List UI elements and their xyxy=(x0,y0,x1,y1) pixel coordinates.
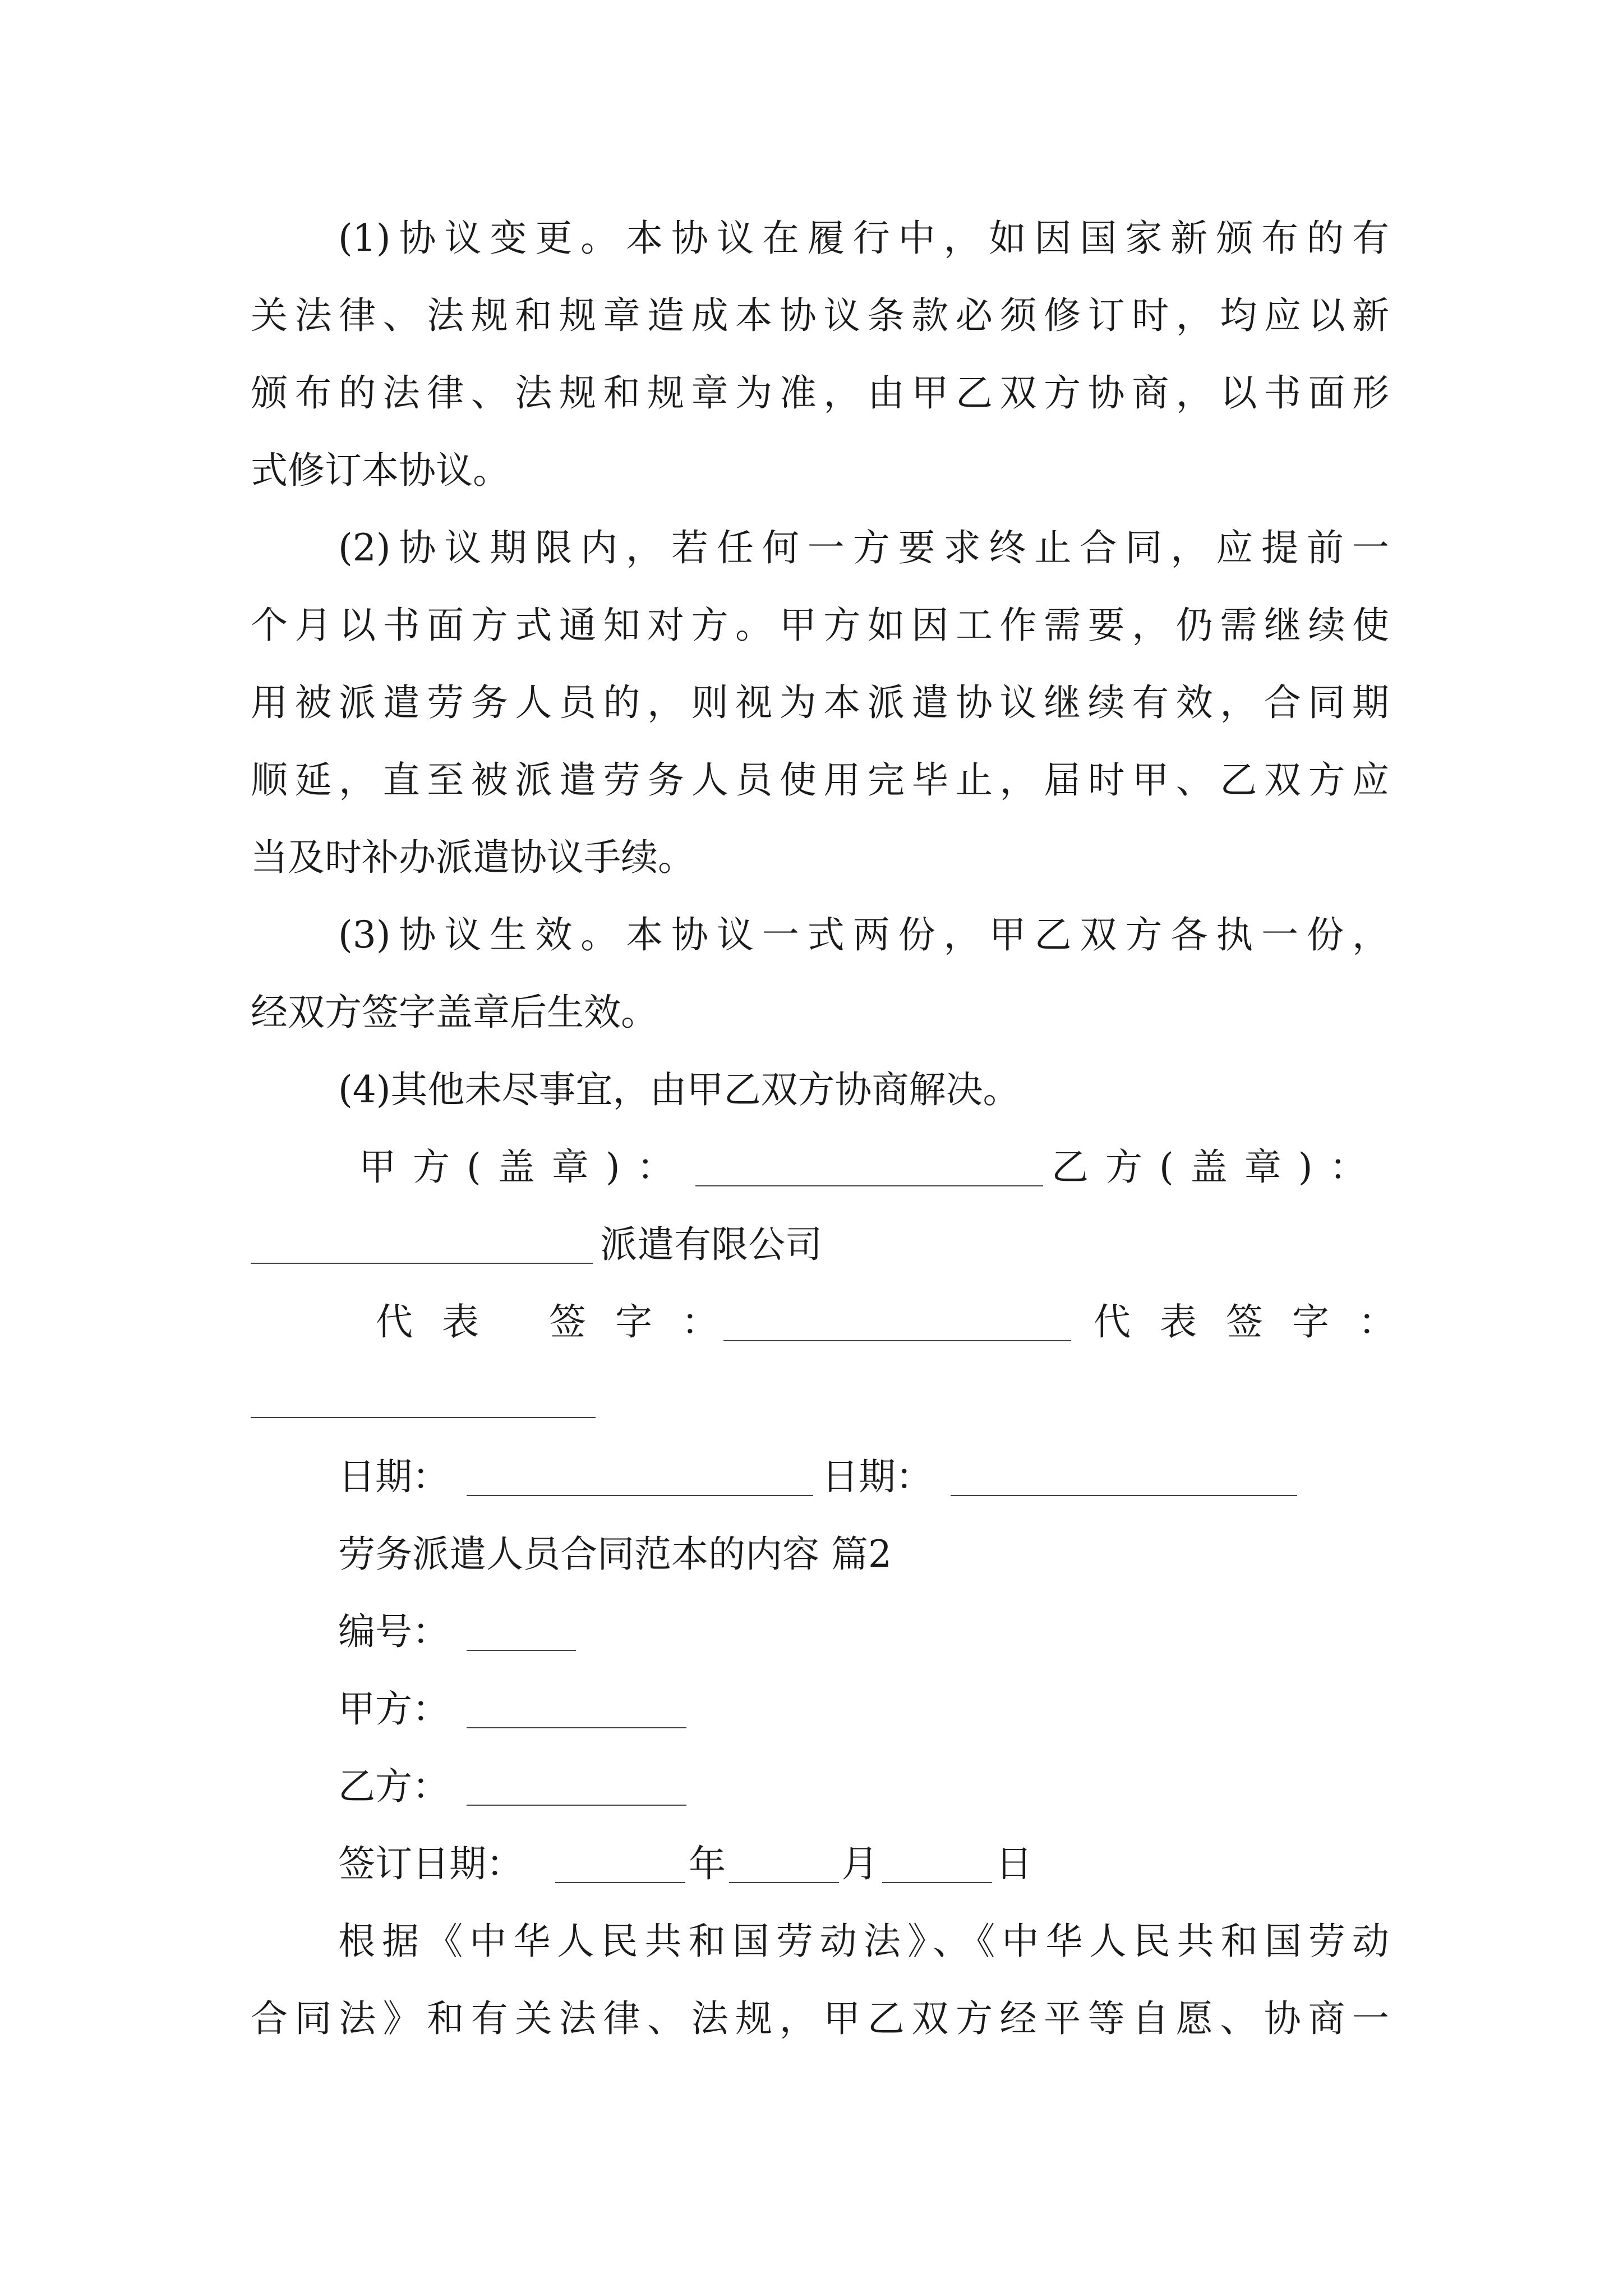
rep-sign-a-label: 代表 签字： xyxy=(376,1300,748,1343)
day-blank xyxy=(882,1843,992,1883)
party-a-label: 甲方： xyxy=(338,1687,449,1731)
party-b-label: 乙方： xyxy=(338,1765,449,1808)
rep-sign-b-blank xyxy=(251,1378,596,1418)
month-label: 月 xyxy=(841,1842,878,1885)
month-blank xyxy=(729,1843,839,1883)
paragraph-line: 个月以书面方式通知对方。甲方如因工作需要，仍需继续使 xyxy=(251,604,1389,647)
rep-sign-b-label: 代表签字： xyxy=(1094,1300,1424,1343)
date-b-label: 日期： xyxy=(822,1455,933,1498)
party-a-seal-blank xyxy=(695,1146,1043,1186)
party-a-seal-label: 甲方(盖章)： xyxy=(359,1145,691,1189)
year-label: 年 xyxy=(689,1842,726,1885)
paragraph-line: 用被派遣劳务人员的，则视为本派遣协议继续有效，合同期 xyxy=(251,681,1389,724)
date-b-blank xyxy=(951,1456,1297,1496)
paragraph-line: 颁布的法律、法规和规章为准，由甲乙双方协商，以书面形 xyxy=(251,371,1389,415)
date-a-blank xyxy=(467,1456,813,1496)
day-label: 日 xyxy=(995,1842,1032,1885)
paragraph-line: 根据《中华人民共和国劳动法》、《中华人民共和国劳动 xyxy=(338,1920,1389,1963)
paragraph-line: 经双方签字盖章后生效。 xyxy=(251,991,658,1034)
paragraph-line: (1)协议变更。本协议在履行中，如因国家新颁布的有 xyxy=(338,217,1389,260)
paragraph-line: 关法律、法规和规章造成本协议条款必须修订时，均应以新 xyxy=(251,294,1389,337)
company-name: 派遣有限公司 xyxy=(600,1223,822,1266)
rep-sign-a-blank xyxy=(723,1301,1071,1341)
sign-date-label: 签订日期： xyxy=(338,1842,523,1885)
party-b-seal-label: 乙方(盖章)： xyxy=(1052,1145,1384,1189)
section-heading: 劳务派遣人员合同范本的内容 篇2 xyxy=(338,1533,892,1576)
paragraph-line: (4)其他未尽事宜，由甲乙双方协商解决。 xyxy=(338,1068,1020,1111)
number-label: 编号： xyxy=(338,1610,449,1653)
party-b-blank xyxy=(467,1765,686,1806)
party-a-blank xyxy=(467,1688,686,1728)
paragraph-line: (3)协议生效。本协议一式两份，甲乙双方各执一份， xyxy=(338,913,1389,956)
date-a-label: 日期： xyxy=(338,1455,449,1498)
paragraph-line: 式修订本协议。 xyxy=(251,449,510,492)
paragraph-line: 顺延，直至被派遣劳务人员使用完毕止，届时甲、乙双方应 xyxy=(251,758,1389,802)
paragraph-line: 当及时补办派遣协议手续。 xyxy=(251,836,695,879)
paragraph-line: 合同法》和有关法律、法规，甲乙双方经平等自愿、协商一 xyxy=(251,1997,1389,2040)
year-blank xyxy=(555,1843,685,1883)
company-name-blank xyxy=(251,1223,593,1264)
number-blank xyxy=(467,1611,576,1651)
paragraph-line: (2)协议期限内，若任何一方要求终止合同，应提前一 xyxy=(338,526,1389,569)
